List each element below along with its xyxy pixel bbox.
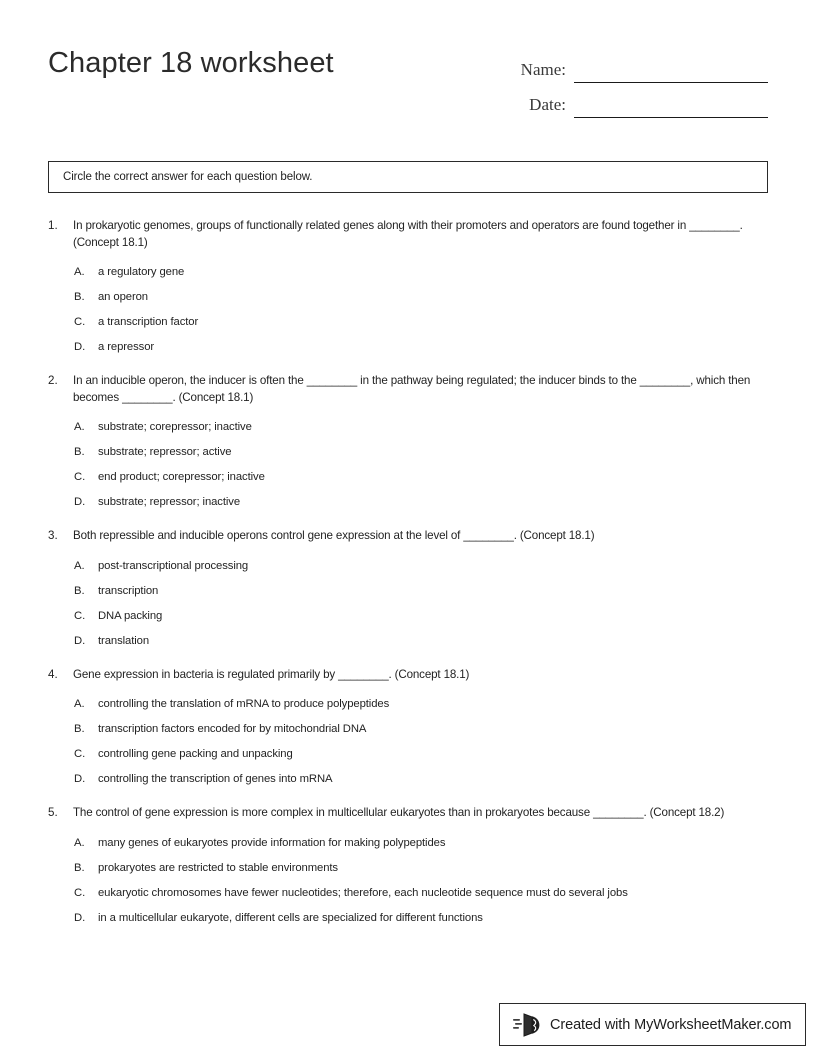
option-letter: C. [74,316,86,328]
page-header [48,44,768,124]
option-letter: D. [74,773,86,785]
question-text: In an inducible operon, the inducer is often the ________ in the pathway being regulated; the inducer binds to the ________, which then becomes ________. (Concept 18.1) [73,374,751,404]
options-list [48,697,770,787]
answer-option[interactable] [74,290,770,305]
option-letter: A. [74,836,85,849]
option-text: a regulatory gene [98,266,185,278]
option-text: controlling the transcription of genes into mRNA [98,773,333,785]
name-date-fields [468,50,768,120]
question-row [48,528,770,545]
date-input-line[interactable] [574,97,768,118]
option-text: translation [98,634,150,647]
answer-option[interactable] [74,911,770,926]
worksheet-maker-logo-icon [513,1012,541,1038]
answer-option[interactable] [74,609,770,624]
option-text: eukaryotic chromosomes have fewer nucleotides; therefore, each nucleotide sequence must do several jobs [98,886,628,899]
instruction-text: Circle the correct answer for each question below. [63,171,313,183]
question-row [48,373,770,406]
question-block [48,373,770,510]
instruction-box [48,161,768,193]
question-text: Both repressible and inducible operons control gene expression at the level of ________. (Concept 18.1) [73,529,595,542]
question-block [48,667,770,788]
answer-option[interactable] [74,315,770,330]
answer-option[interactable] [74,722,770,737]
answer-option[interactable] [74,445,770,460]
question-row [48,667,770,684]
option-letter: B. [74,861,85,874]
option-letter: B. [74,291,85,303]
created-with-badge[interactable] [499,1003,806,1046]
option-text: post-transcriptional processing [98,559,249,572]
answer-option[interactable] [74,772,770,787]
option-letter: A. [74,698,85,710]
option-letter: D. [74,911,86,924]
option-text: many genes of eukaryotes provide information for making polypeptides [98,836,446,849]
name-field-row [468,50,768,83]
answer-option[interactable] [74,836,770,851]
option-text: controlling the translation of mRNA to produce polypeptides [98,698,390,710]
answer-option[interactable] [74,861,770,876]
option-text: in a multicellular eukaryote, different cells are specialized for different functions [98,911,483,924]
option-letter: D. [74,496,86,508]
option-letter: A. [74,421,85,433]
name-input-line[interactable] [574,62,768,83]
options-list [48,420,770,510]
options-list [48,265,770,355]
option-letter: C. [74,748,86,760]
option-letter: C. [74,609,86,622]
answer-option[interactable] [74,340,770,355]
question-text: In prokaryotic genomes, groups of functionally related genes along with their promoters and operators are found together in ________. (Concept 18.1) [73,219,743,249]
question-row [48,805,770,822]
answer-option[interactable] [74,265,770,280]
option-text: controlling gene packing and unpacking [98,748,293,760]
option-letter: A. [74,559,85,572]
option-letter: D. [74,634,86,647]
answer-option[interactable] [74,495,770,510]
answer-option[interactable] [74,559,770,574]
option-text: end product; corepressor; inactive [98,471,265,483]
badge-label: Created with MyWorksheetMaker.com [550,1016,792,1033]
answer-option[interactable] [74,584,770,599]
question-text: Gene expression in bacteria is regulated primarily by ________. (Concept 18.1) [73,667,470,681]
option-text: transcription factors encoded for by mitochondrial DNA [98,723,367,735]
option-letter: C. [74,471,86,483]
answer-option[interactable] [74,420,770,435]
question-number: 4. [48,667,58,681]
option-text: substrate; corepressor; inactive [98,421,252,433]
answer-option[interactable] [74,470,770,485]
answer-option[interactable] [74,747,770,762]
option-letter: B. [74,584,85,597]
answer-option[interactable] [74,697,770,712]
option-text: transcription [98,584,159,597]
question-text: The control of gene expression is more complex in multicellular eukaryotes than in prokaryotes because ________. (Concept 18.2) [73,806,725,819]
question-row [48,218,770,251]
question-block [48,218,770,355]
question-number: 5. [48,806,58,819]
option-letter: A. [74,266,85,278]
date-label: Date: [529,95,566,114]
option-text: an operon [98,291,148,303]
question-block [48,528,770,649]
option-text: substrate; repressor; active [98,446,232,458]
question-number: 2. [48,374,58,387]
answer-option[interactable] [74,634,770,649]
name-label: Name: [520,60,566,79]
answer-option[interactable] [74,886,770,901]
question-block [48,805,770,926]
option-letter: D. [74,341,86,353]
date-field-row [468,85,768,118]
option-text: DNA packing [98,609,163,622]
option-text: substrate; repressor; inactive [98,496,241,508]
questions-list [48,218,770,944]
page-title: Chapter 18 worksheet [48,47,334,79]
question-number: 1. [48,219,58,232]
option-text: prokaryotes are restricted to stable environments [98,861,338,874]
options-list [48,559,770,649]
option-text: a transcription factor [98,316,199,328]
option-letter: B. [74,446,85,458]
options-list [48,836,770,926]
option-letter: B. [74,723,85,735]
question-number: 3. [48,529,58,542]
option-text: a repressor [98,341,155,353]
option-letter: C. [74,886,86,899]
